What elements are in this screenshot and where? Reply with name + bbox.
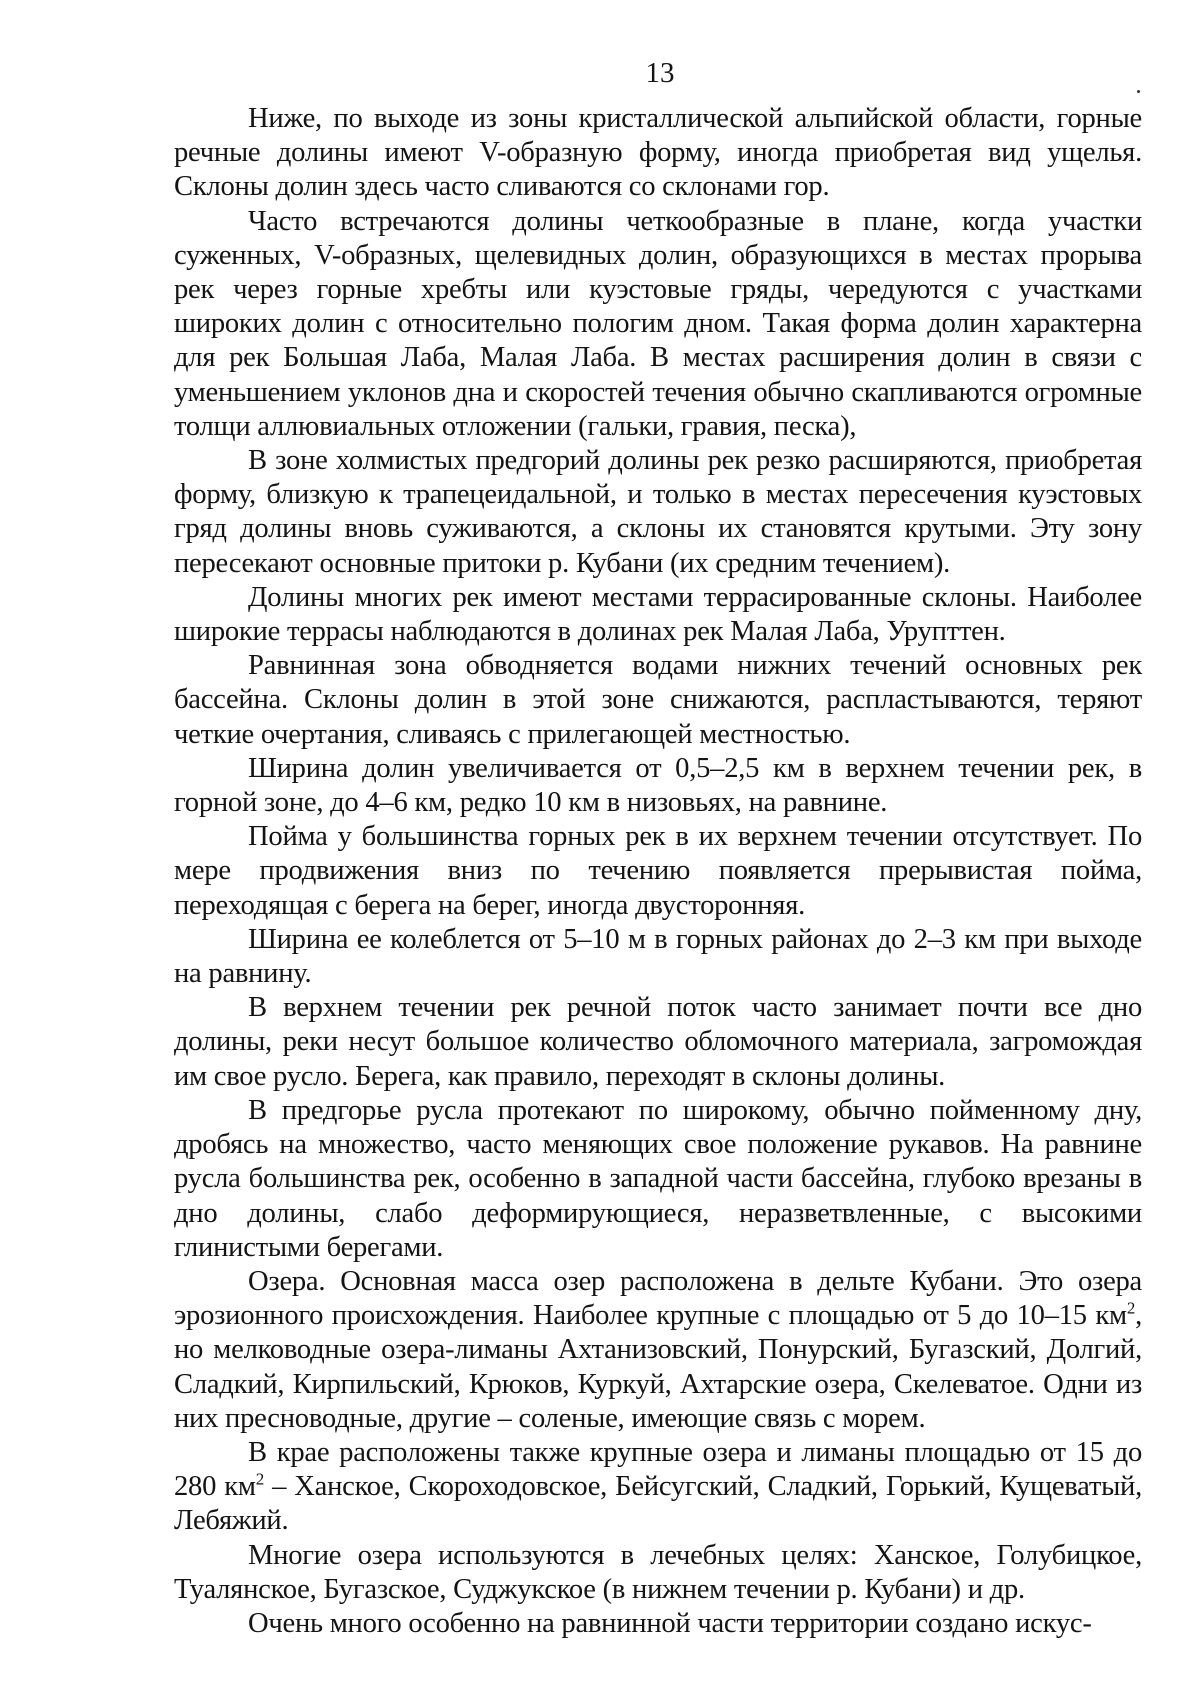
large-lakes-text-after: – Ханское, Скороходовское, Бейсугский, Сладкий, Горький, Кущеватый, Лебяжий.: [174, 1471, 1143, 1537]
lakes-text-before: Озера. Основная масса озер расположена в дельте Кубани. Это озера эрозионного происхождения. Наиболее крупные с площадью от 5 до 10–15 км: [174, 1265, 1142, 1332]
paragraph-valleys-v-shaped: Ниже, по выходе из зоны кристаллической альпийской области, горные речные долины имеют V-образную форму, иногда приобретая вид ущелья. Склоны долин здесь часто сливаются со склонами гор.: [174, 103, 1142, 203]
paragraph-foothills-zone: В зоне холмистых предгорий долины рек резко расширяются, приобретая форму, близкую к трапецеидальной, и только в местах пересечения куэстовых гряд долины вновь суживаются, а склоны их становятся крутыми. Эту зону пересекают основные притоки р. Кубани (их средним течением).: [174, 445, 1142, 579]
paragraph-artificial: Очень много особенно на равнинной части территории создано искус-: [248, 1607, 1092, 1639]
page-number: 13: [645, 57, 675, 89]
paragraph-valley-width: Ширина долин увеличивается от 0,5–2,5 км в верхнем течении рек, в горной зоне, до 4–6 км, редко 10 км в низовьях, на равнине.: [174, 752, 1142, 819]
large-lakes-text-before: В крае расположены также крупные озера и лиманы площадью от 15 до 280 км: [174, 1436, 1142, 1503]
paragraph-lakes: [174, 1265, 1142, 1436]
paragraph-foothill-channels: В предгорье русла протекают по широкому, обычно пойменному дну, дробясь на множество, часто меняющих свое положение рукавов. На равнине русла большинства рек, особенно в западной части бассейна, глубоко врезаны в дно долины, слабо деформирующиеся, неразветвленные, с высокими глинистыми берегами.: [174, 1094, 1142, 1263]
lakes-superscript: 2: [1126, 1298, 1136, 1318]
scan-artifact-dot: [1137, 90, 1140, 93]
paragraph-upper-course: В верхнем течении рек речной поток часто занимает почти все дно долины, реки несут большое количество обломочного материала, загромождая им свое русло. Берега, как правило, переходят в склоны долины.: [174, 992, 1142, 1092]
large-lakes-superscript: 2: [255, 1469, 264, 1489]
paragraph-large-lakes: [174, 1436, 1142, 1539]
lakes-text-after: , но мелководные озера-лиманы Ахтанизовский, Понурский, Бугазский, Долгий, Сладкий, Кирпильский, Крюков, Куркуй, Ахтарские озера, Скелеватое. Одни из них пресноводные, другие – соленые, имеющие связь с морем.: [174, 1300, 1142, 1434]
body-text: [174, 102, 1142, 1641]
paragraph-floodplain: Пойма у большинства горных рек в их верхнем течении отсутствует. По мере продвижения вниз по течению появляется прерывистая пойма, переходящая с берега на берег, иногда двусторонняя.: [174, 821, 1142, 921]
paragraph-plain-zone: Равнинная зона обводняется водами нижних течений основных рек бассейна. Склоны долин в этой зоне снижаются, распластываются, теряют четкие очертания, сливаясь с прилегающей местностью.: [174, 650, 1142, 750]
paragraph-beaded-valleys: Часто встречаются долины четкообразные в плане, когда участки суженных, V-образных, щелевидных долин, образующихся в местах прорыва рек через горные хребты или куэстовые гряды, чередуются с участками широких долин с относительно пологим дном. Такая форма долин характерна для рек Большая Лаба, Малая Лаба. В местах расширения долин в связи с уменьшением уклонов дна и скоростей течения обычно скапливаются огромные толщи аллювиальных отложении (гальки, гравия, песка),: [174, 205, 1142, 442]
paragraph-terraced-slopes: Долины многих рек имеют местами террасированные склоны. Наиболее широкие террасы наблюдаются в долинах рек Малая Лаба, Урупттен.: [174, 581, 1142, 648]
paragraph-floodplain-width: Ширина ее колеблется от 5–10 м в горных районах до 2–3 км при выходе на равнину.: [174, 923, 1142, 990]
paragraph-medicinal-lakes: Многие озера используются в лечебных целях: Ханское, Голубицкое, Туалянское, Бугазское, Суджукское (в нижнем течении р. Кубани) и др.: [174, 1539, 1142, 1605]
